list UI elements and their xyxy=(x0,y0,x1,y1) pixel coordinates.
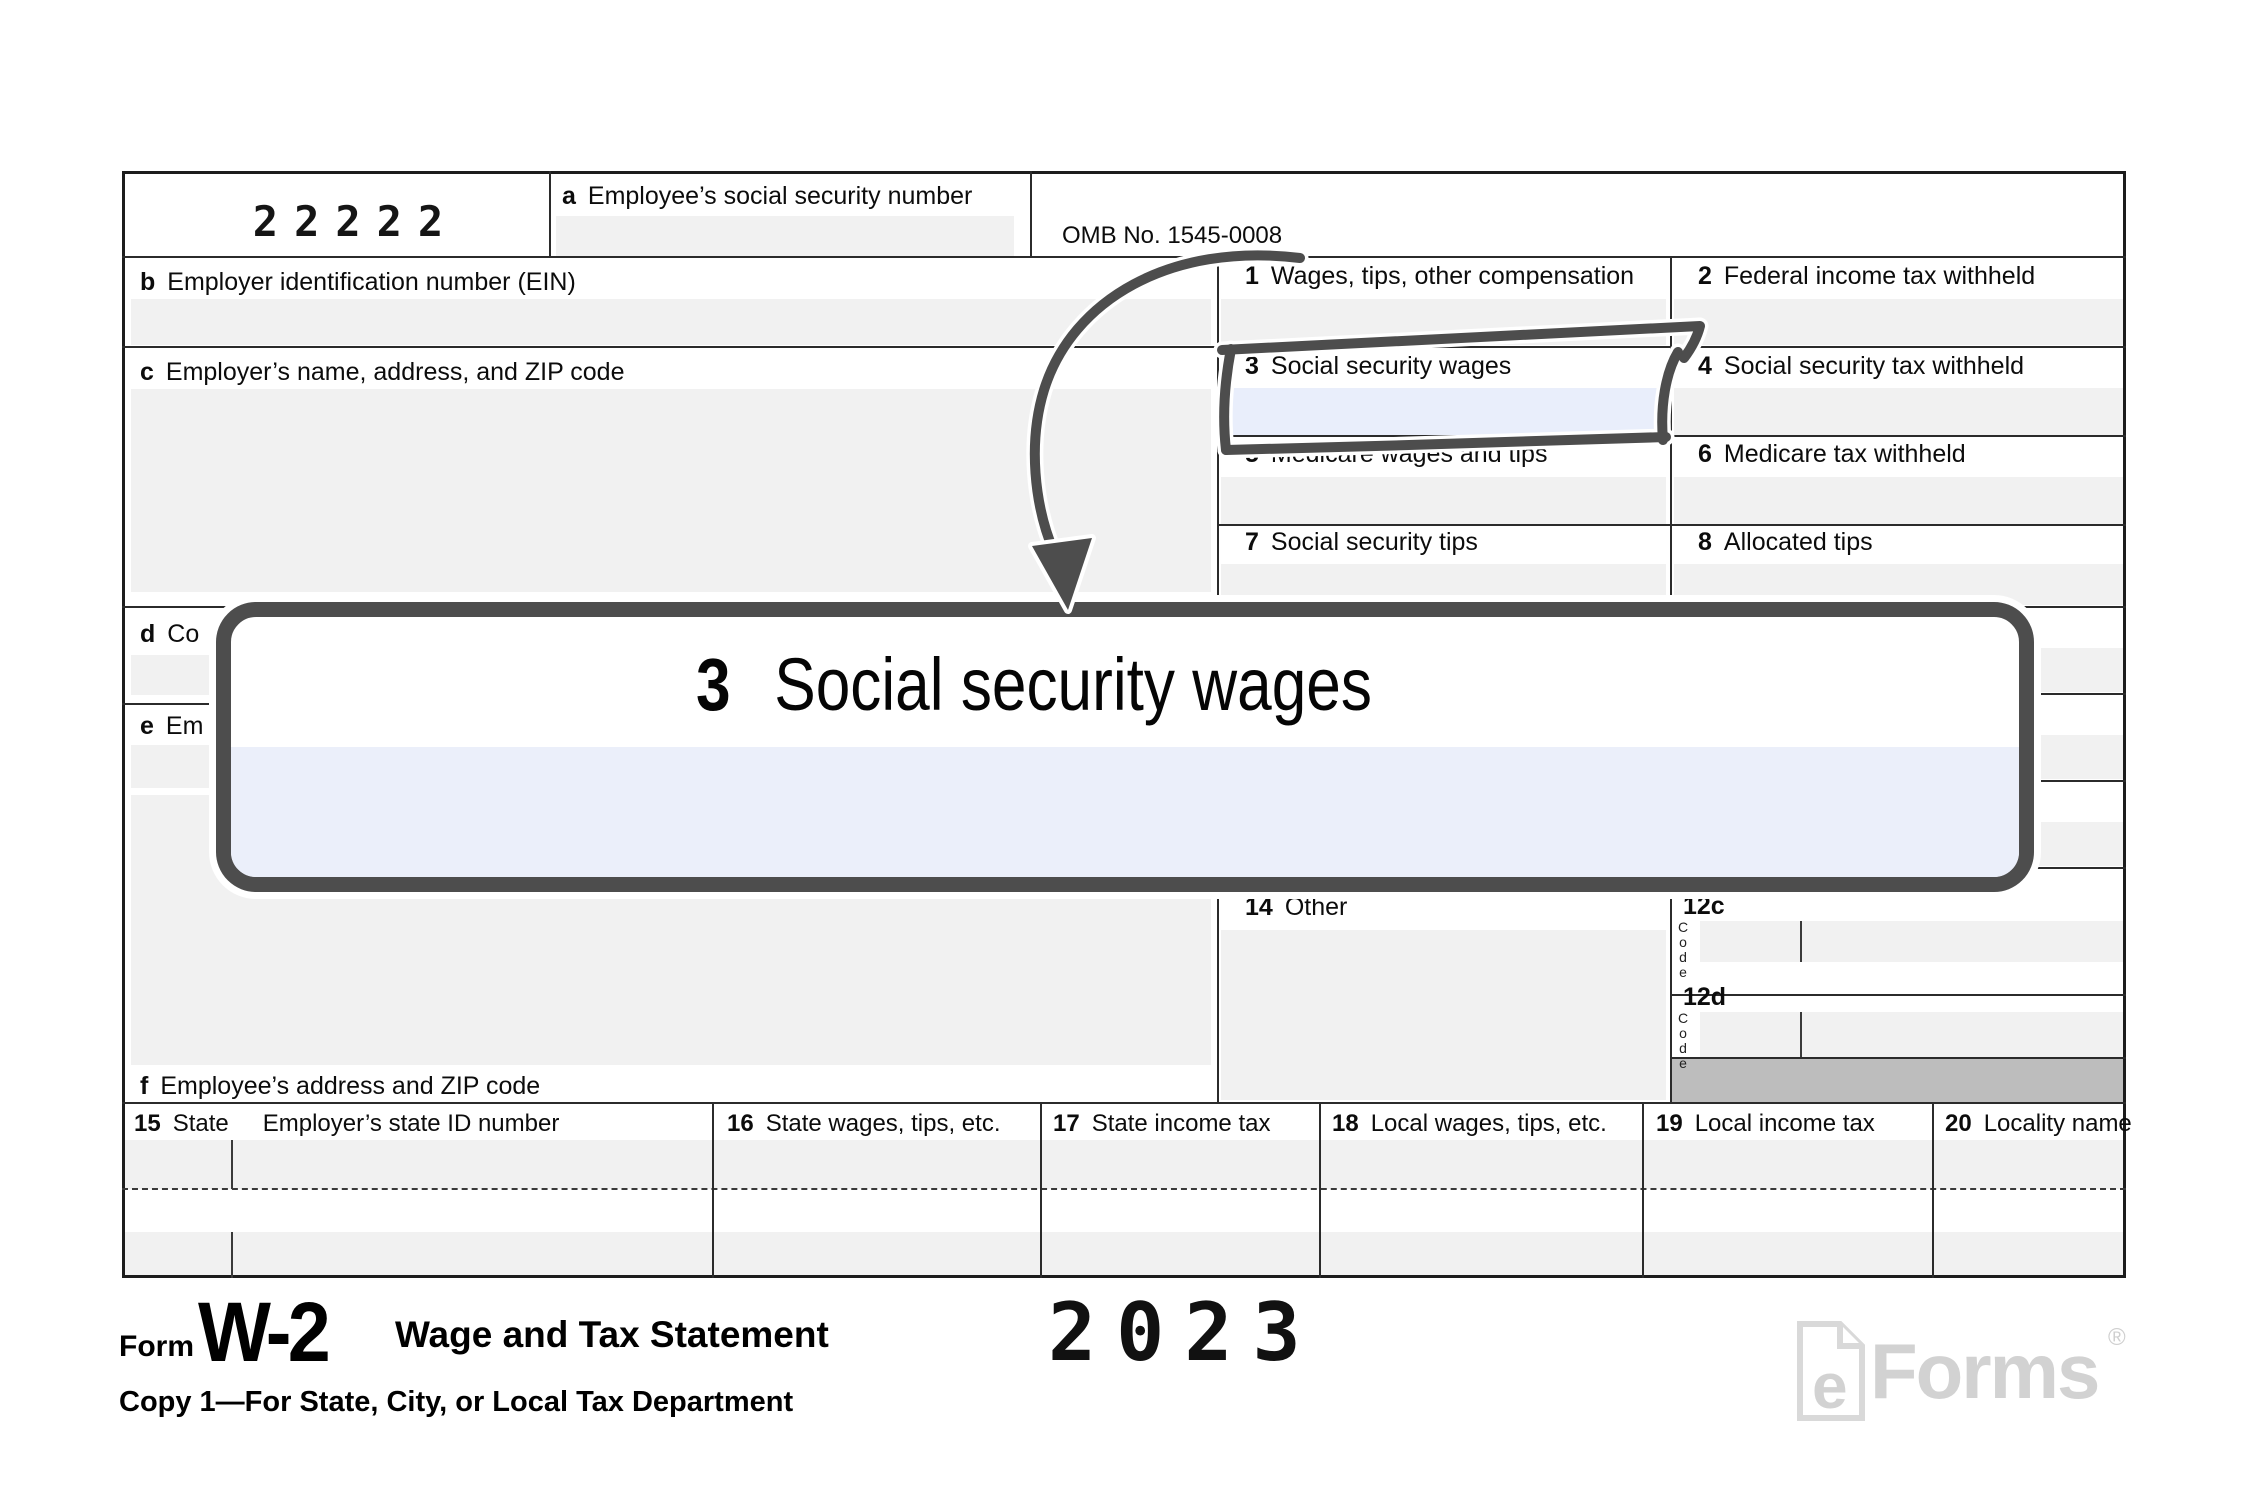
divider-line xyxy=(1319,1102,1321,1278)
divider-line xyxy=(1642,1102,1644,1278)
box-1-label: 1 Wages, tips, other compensation xyxy=(1245,262,1635,290)
box-8-label: 8 Allocated tips xyxy=(1698,528,1873,556)
box-12d-label: 12d xyxy=(1683,983,1727,1011)
box-12c-code-label: C o d e xyxy=(1678,919,1689,980)
control-number-value: 22222 xyxy=(252,197,460,246)
code-column-tick xyxy=(1800,1012,1802,1057)
callout-box-label: Social security wages xyxy=(774,643,1372,726)
box-e-label: e Em xyxy=(140,712,204,740)
divider-line xyxy=(1217,435,2126,437)
box-12c-label: 12c xyxy=(1683,892,1725,920)
footer-form-word: Form xyxy=(119,1330,194,1363)
footer-form-title: Wage and Tax Statement xyxy=(395,1314,829,1355)
dashed-divider-line xyxy=(122,1188,2126,1190)
divider-line xyxy=(122,1102,2126,1104)
box-3-callout xyxy=(216,602,2034,892)
callout-text xyxy=(696,641,1372,730)
divider-line xyxy=(122,346,2126,348)
eforms-document-icon xyxy=(1796,1320,1866,1422)
box-3-label: 3 Social security wages xyxy=(1245,352,1512,380)
divider-line xyxy=(1932,1102,1934,1278)
footer-tax-year: 2023 xyxy=(1048,1286,1321,1379)
box-20-label: 20 Locality name xyxy=(1945,1110,2132,1137)
box-6-label: 6 Medicare tax withheld xyxy=(1698,440,1966,468)
divider-line xyxy=(549,171,551,258)
eforms-letter-e: e xyxy=(1812,1350,1848,1422)
box-c-label: c Employer’s name, address, and ZIP code xyxy=(140,358,625,386)
eforms-wordmark: Forms xyxy=(1870,1327,2099,1415)
registered-trademark-icon: ® xyxy=(2108,1324,2126,1351)
box-2-label: 2 Federal income tax withheld xyxy=(1698,262,2036,290)
box-14-label: 14 Other xyxy=(1245,893,1348,921)
box-15-label: 15 State Employer’s state ID number xyxy=(134,1110,560,1137)
box-12d-code-label: C o d e xyxy=(1678,1010,1689,1071)
divider-line xyxy=(1670,1057,2126,1059)
divider-line xyxy=(712,1102,714,1278)
box-f-label: f Employee’s address and ZIP code xyxy=(140,1072,541,1100)
callout-highlight-field xyxy=(231,747,2019,877)
state-column-tick xyxy=(231,1140,233,1189)
divider-line xyxy=(1030,171,1032,258)
divider-line xyxy=(1217,524,2126,526)
box-17-label: 17 State income tax xyxy=(1053,1110,1271,1137)
callout-box-number: 3 xyxy=(696,643,731,726)
box-a-label: a Employee’s social security number xyxy=(562,182,973,210)
divider-line xyxy=(1040,1102,1042,1278)
box-7-label: 7 Social security tips xyxy=(1245,528,1478,556)
box-19-label: 19 Local income tax xyxy=(1656,1110,1875,1137)
divider-line xyxy=(1670,994,2126,996)
omb-number: OMB No. 1545-0008 xyxy=(1062,222,1283,249)
box-18-label: 18 Local wages, tips, etc. xyxy=(1332,1110,1607,1137)
state-column-tick xyxy=(231,1232,233,1278)
code-column-tick xyxy=(1800,921,1802,962)
box-b-label: b Employer identification number (EIN) xyxy=(140,268,576,296)
eforms-logo xyxy=(1796,1318,2156,1428)
box-16-label: 16 State wages, tips, etc. xyxy=(727,1110,1001,1137)
box-5-label: 5 Medicare wages and tips xyxy=(1245,440,1548,468)
box-d-label: d Co xyxy=(140,620,200,648)
box-a-letter: a xyxy=(562,182,576,210)
footer-copy-line: Copy 1—For State, City, or Local Tax Department xyxy=(119,1386,794,1418)
divider-line xyxy=(122,256,2126,258)
box-4-label: 4 Social security tax withheld xyxy=(1698,352,2025,380)
footer-form-number: W-2 xyxy=(198,1285,328,1379)
